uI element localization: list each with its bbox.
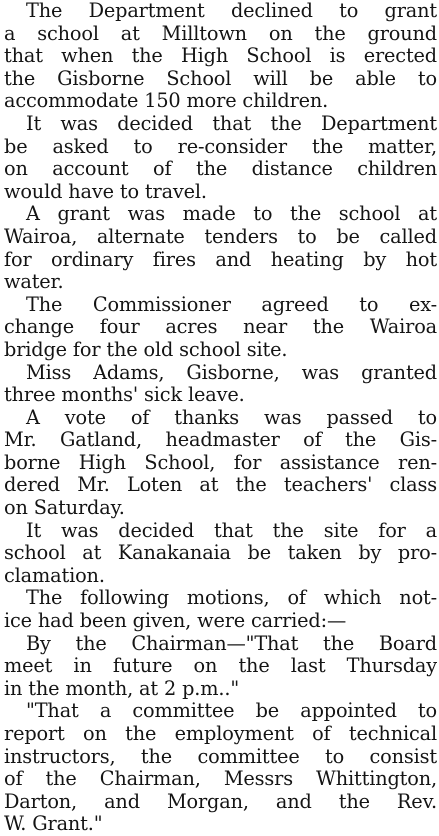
text-line: W. Grant." xyxy=(4,813,103,836)
paragraph-motions-carried xyxy=(4,587,437,632)
paragraph-chairman-motion xyxy=(4,633,437,701)
paragraph-kanakanaia-site xyxy=(4,520,437,588)
text-line: accommodate 150 more children. xyxy=(4,90,329,113)
text-line: clamation. xyxy=(4,564,105,587)
text-line: dered Mr. Loten at the teachers' class xyxy=(4,474,437,497)
paragraph-committee-motion xyxy=(4,700,437,836)
text-line: By the Chairman—"That the Board xyxy=(26,632,437,655)
text-line: ice had been given, were carried:— xyxy=(4,610,347,633)
text-line: Mr. Gatland, headmaster of the Gis- xyxy=(4,429,437,452)
text-line: The Commissioner agreed to ex- xyxy=(26,293,437,316)
text-line: bridge for the old school site. xyxy=(4,338,288,361)
text-line: Wairoa, alternate tenders to be called xyxy=(4,225,437,248)
text-line: would have to travel. xyxy=(4,180,207,203)
text-line: "That a committee be appointed to xyxy=(26,700,437,723)
text-line: Darton, and Morgan, and the Rev. xyxy=(4,790,437,813)
paragraph-wairoa-grant xyxy=(4,203,437,293)
text-line: meet in future on the last Thursday xyxy=(4,655,437,678)
text-line: be asked to re-consider the matter, xyxy=(4,135,437,158)
text-line: Miss Adams, Gisborne, was granted xyxy=(26,361,437,384)
paragraph-milltown-school xyxy=(4,0,437,113)
text-line: water. xyxy=(4,271,64,294)
text-line: on Saturday. xyxy=(4,497,125,520)
paragraph-vote-of-thanks xyxy=(4,407,437,520)
text-line: borne High School, for assistance ren- xyxy=(4,451,437,474)
text-line: in the month, at 2 p.m.." xyxy=(4,677,240,700)
paragraph-sick-leave xyxy=(4,362,437,407)
text-line: It was decided that the site for a xyxy=(26,519,437,542)
paragraph-reconsider-matter xyxy=(4,113,437,203)
text-line: instructors, the committee to consist xyxy=(4,745,437,768)
newspaper-column xyxy=(4,0,437,836)
text-line: on account of the distance children xyxy=(4,158,437,181)
text-line: The following motions, of which not- xyxy=(26,587,437,610)
text-line: It was decided that the Department xyxy=(26,112,437,135)
paragraph-commissioner-exchange xyxy=(4,294,437,362)
text-line: A vote of thanks was passed to xyxy=(26,406,437,429)
text-line: a school at Milltown on the ground xyxy=(4,22,437,45)
text-line: The Department declined to grant xyxy=(26,0,437,22)
text-line: change four acres near the Wairoa xyxy=(4,316,437,339)
text-line: the Gisborne School will be able to xyxy=(4,67,437,90)
text-line: school at Kanakanaia be taken by pro- xyxy=(4,542,437,565)
text-line: A grant was made to the school at xyxy=(26,203,437,226)
text-line: that when the High School is erected xyxy=(4,45,437,68)
text-line: report on the employment of technical xyxy=(4,723,437,745)
text-line: of the Chairman, Messrs Whittington, xyxy=(4,768,437,791)
text-line: for ordinary fires and heating by hot xyxy=(4,248,437,271)
text-line: three months' sick leave. xyxy=(4,384,245,407)
